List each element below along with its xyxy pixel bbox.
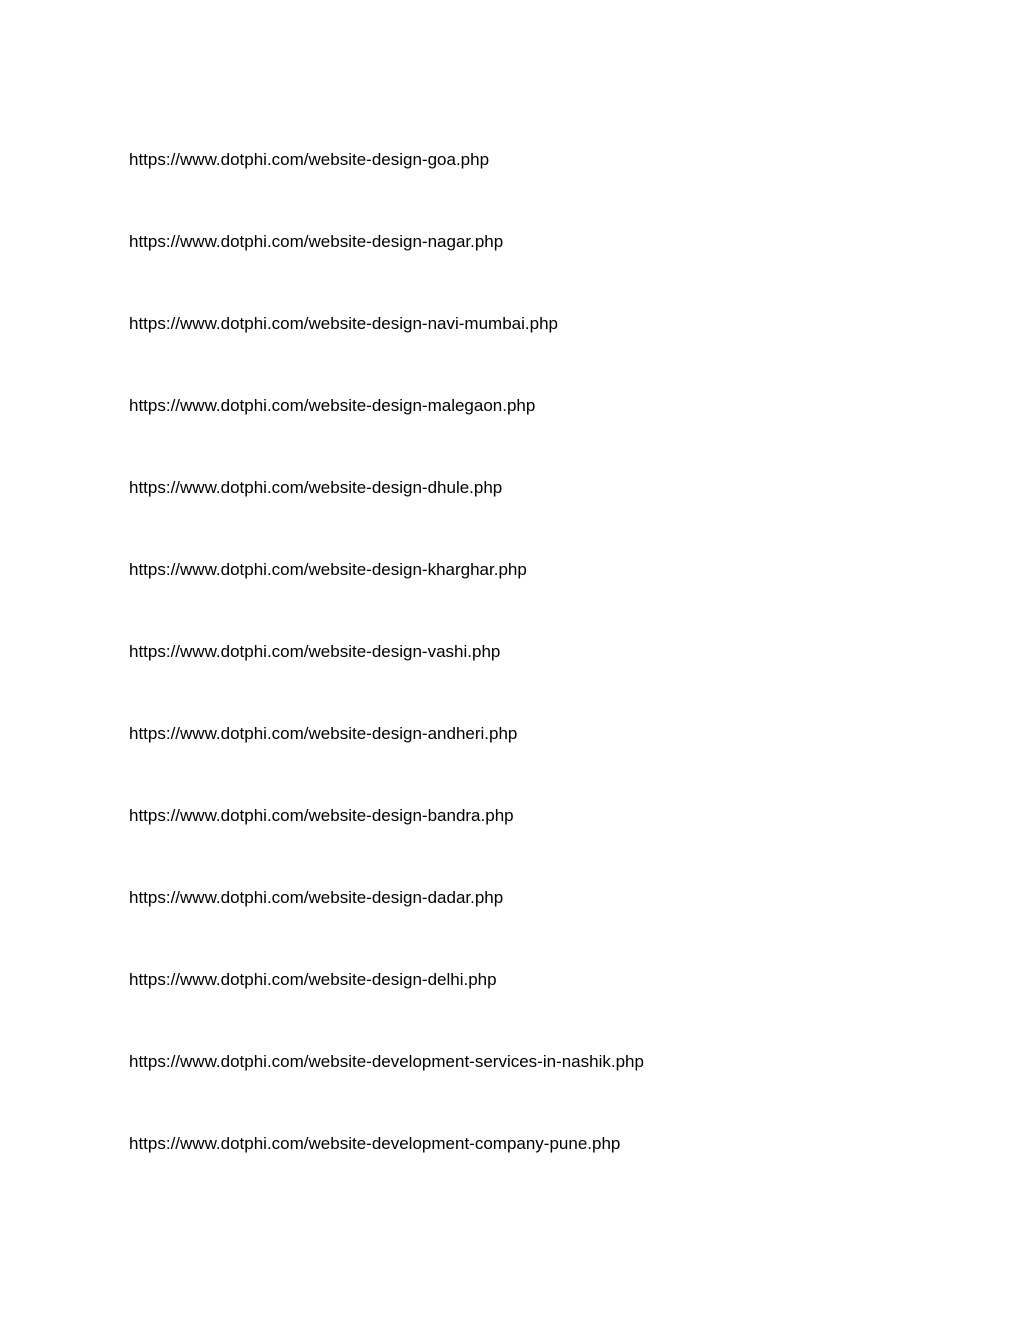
list-item bbox=[129, 1051, 644, 1133]
list-item bbox=[129, 477, 644, 559]
url-text[interactable]: https://www.dotphi.com/website-design-navi-mumbai.php bbox=[129, 314, 558, 333]
url-text[interactable]: https://www.dotphi.com/website-design-malegaon.php bbox=[129, 396, 536, 415]
list-item bbox=[129, 559, 644, 641]
list-item bbox=[129, 313, 644, 395]
url-text[interactable]: https://www.dotphi.com/website-development-services-in-nashik.php bbox=[129, 1052, 644, 1071]
list-item bbox=[129, 805, 644, 887]
url-text[interactable]: https://www.dotphi.com/website-design-bandra.php bbox=[129, 806, 514, 825]
url-text[interactable]: https://www.dotphi.com/website-development-company-pune.php bbox=[129, 1134, 621, 1153]
url-text[interactable]: https://www.dotphi.com/website-design-kharghar.php bbox=[129, 560, 527, 579]
url-text[interactable]: https://www.dotphi.com/website-design-dadar.php bbox=[129, 888, 504, 907]
url-list bbox=[129, 149, 644, 1215]
list-item bbox=[129, 1133, 644, 1215]
url-text[interactable]: https://www.dotphi.com/website-design-dhule.php bbox=[129, 478, 503, 497]
list-item bbox=[129, 887, 644, 969]
list-item bbox=[129, 231, 644, 313]
list-item bbox=[129, 395, 644, 477]
url-text[interactable]: https://www.dotphi.com/website-design-vashi.php bbox=[129, 642, 501, 661]
list-item bbox=[129, 149, 644, 231]
url-text[interactable]: https://www.dotphi.com/website-design-nagar.php bbox=[129, 232, 504, 251]
list-item bbox=[129, 969, 644, 1051]
list-item bbox=[129, 641, 644, 723]
list-item bbox=[129, 723, 644, 805]
url-text[interactable]: https://www.dotphi.com/website-design-delhi.php bbox=[129, 970, 497, 989]
url-text[interactable]: https://www.dotphi.com/website-design-goa.php bbox=[129, 150, 490, 169]
url-text[interactable]: https://www.dotphi.com/website-design-andheri.php bbox=[129, 724, 518, 743]
